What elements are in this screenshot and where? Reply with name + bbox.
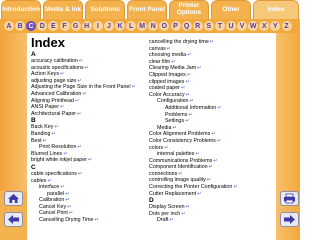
index-entry-label: Advanced Calibration	[31, 90, 82, 97]
index-entry-label: Aligning Printhead	[31, 97, 74, 104]
index-entry-link[interactable]	[31, 124, 149, 131]
link-arrow-icon: ↵	[166, 45, 171, 52]
link-arrow-icon: ↵	[82, 90, 87, 97]
index-entry-link[interactable]	[149, 98, 275, 105]
index-entry-label: Clipped Images	[149, 71, 186, 78]
index-entry-link[interactable]	[31, 65, 149, 72]
index-entry-label: cable specifications	[31, 170, 77, 177]
index-entry-label: cancelling the drying time	[149, 39, 209, 45]
link-arrow-icon: ↵	[213, 157, 218, 164]
index-entry-label: Blurred Lines	[31, 150, 63, 157]
alphabet-letter-k[interactable]: K	[115, 21, 125, 31]
alphabet-letter-z[interactable]: Z	[282, 21, 292, 31]
index-column-right	[149, 39, 275, 224]
alphabet-letter-d[interactable]: D	[37, 21, 47, 31]
link-arrow-icon: ↵	[185, 91, 190, 98]
link-arrow-icon: ↵	[77, 77, 82, 84]
tab-front-panel[interactable]: Front Panel	[127, 0, 167, 19]
link-arrow-icon: ↵	[75, 97, 80, 104]
link-arrow-icon: ↵	[78, 58, 84, 64]
next-arrow-icon	[283, 214, 296, 225]
index-entry-link[interactable]	[149, 184, 275, 191]
link-arrow-icon: ↵	[217, 104, 222, 111]
alphabet-letter-b[interactable]: B	[15, 21, 25, 31]
link-arrow-icon: ↵	[185, 118, 190, 125]
index-entry-link[interactable]	[149, 211, 275, 218]
link-arrow-icon: ↵	[197, 190, 202, 197]
index-entry-link[interactable]	[31, 98, 149, 105]
index-entry-link[interactable]	[149, 118, 275, 125]
link-arrow-icon: ↵	[68, 210, 74, 217]
print-icon	[283, 193, 296, 204]
index-entry-label: Clearing Media Jam	[149, 65, 197, 72]
index-entry-label: bright white inkjet paper	[31, 157, 87, 164]
index-entry-link[interactable]	[31, 144, 149, 151]
index-entry-label: Banding	[31, 130, 51, 137]
link-arrow-icon: ↵	[172, 124, 177, 131]
index-entry-label: interface	[39, 184, 60, 191]
link-arrow-icon: ↵	[59, 104, 65, 111]
home-button[interactable]	[4, 191, 23, 206]
link-arrow-icon: ↵	[47, 177, 52, 184]
index-entry-link[interactable]	[31, 138, 149, 145]
index-entry-link[interactable]	[149, 39, 275, 46]
link-arrow-icon: ↵	[65, 197, 70, 204]
link-arrow-icon: ↵	[77, 110, 82, 117]
link-arrow-icon: ↵	[42, 137, 47, 144]
home-icon	[7, 193, 20, 204]
index-entry-link[interactable]	[149, 191, 275, 198]
index-entry-link[interactable]	[31, 217, 149, 224]
alphabet-letter-a[interactable]: A	[4, 21, 14, 31]
link-arrow-icon: ↵	[84, 64, 89, 71]
index-entry-label: Media	[157, 124, 172, 131]
alphabet-letter-o[interactable]: O	[159, 21, 169, 31]
tab-other[interactable]: Other	[211, 0, 251, 19]
index-entry-link[interactable]	[31, 91, 149, 98]
index-entry-link[interactable]	[149, 158, 275, 165]
index-entry-label: Architectural Paper	[31, 110, 77, 117]
index-entry-link[interactable]	[149, 217, 275, 224]
index-entry-link[interactable]	[149, 138, 275, 145]
index-entry-label: Configuration	[157, 98, 189, 105]
index-entry-label: Color Alignment Problems	[149, 131, 211, 138]
index-entry-link[interactable]	[149, 204, 275, 211]
index-entry-label: Calibration	[39, 197, 65, 204]
link-arrow-icon: ↵	[51, 130, 56, 137]
left-sidebar-gradient	[0, 33, 27, 191]
index-entry-link[interactable]	[31, 197, 149, 204]
index-entry-link[interactable]	[31, 71, 149, 78]
index-entry-label: Cancelling Drying Time	[39, 217, 94, 224]
index-entry-label: Correcting the Printer Configuration	[149, 184, 233, 191]
alphabet-letter-n[interactable]: N	[148, 21, 158, 31]
index-entry-link[interactable]	[149, 171, 275, 178]
link-arrow-icon: ↵	[187, 52, 192, 59]
alphabet-letter-x[interactable]: X	[259, 21, 269, 31]
index-entry-link[interactable]	[149, 151, 275, 158]
index-entry-link[interactable]	[31, 151, 149, 158]
index-entry-link[interactable]	[149, 79, 275, 86]
link-arrow-icon: ↵	[77, 170, 83, 177]
link-arrow-icon: ↵	[67, 203, 72, 210]
index-entry-label: internal palettes	[157, 151, 195, 158]
tab-media-ink[interactable]: Media & Ink	[43, 0, 83, 19]
index-entry-link[interactable]	[31, 171, 149, 178]
link-arrow-icon: ↵	[54, 124, 59, 131]
index-entry-label: coated paper	[149, 85, 180, 92]
index-entry-label: Settings	[165, 118, 185, 125]
link-arrow-icon: ↵	[209, 39, 214, 45]
index-entry-label: Component Identification	[149, 164, 208, 171]
link-arrow-icon: ↵	[65, 190, 70, 197]
index-entry-link[interactable]	[31, 191, 149, 198]
alphabet-letter-y[interactable]: Y	[270, 21, 280, 31]
index-entry-link[interactable]	[149, 85, 275, 92]
alphabet-letter-h[interactable]: H	[82, 21, 92, 31]
alphabet-letter-m[interactable]: M	[137, 21, 147, 31]
index-entry-label: connections	[149, 170, 178, 177]
index-entry-link[interactable]	[31, 111, 149, 118]
index-entry-label: accuracy calibration	[31, 58, 78, 64]
index-column-left	[31, 51, 149, 224]
index-entry-label: clear film	[149, 58, 171, 65]
index-section-letter: C	[31, 163, 36, 171]
alphabet-letter-j[interactable]: J	[104, 21, 114, 31]
alphabet-letter-r[interactable]: R	[193, 21, 203, 31]
index-entry-label: Communications Problems	[149, 157, 213, 164]
index-entry-label: Draft	[157, 217, 169, 224]
index-entry-link[interactable]	[149, 46, 275, 53]
index-entry-label: Adjusting the Page Size in the Front Panel	[31, 84, 131, 91]
link-arrow-icon: ↵	[233, 184, 238, 191]
index-entry-label: parallel	[47, 190, 65, 197]
alphabet-letter-f[interactable]: F	[60, 21, 70, 31]
alphabet-letter-t[interactable]: T	[215, 21, 225, 31]
index-entry-link[interactable]	[149, 92, 275, 99]
index-entry-label: Cancel Key	[39, 203, 67, 210]
index-entry-link[interactable]	[31, 178, 149, 185]
index-entry-label: colors	[149, 144, 164, 151]
alphabet-bar	[0, 19, 300, 33]
tab-index[interactable]: Index	[253, 0, 299, 19]
index-entry-link[interactable]	[149, 65, 275, 72]
index-entry-label: Back Key	[31, 124, 54, 131]
alphabet-letter-e[interactable]: E	[48, 21, 58, 31]
tab-printer-options[interactable]: Printer Options	[169, 0, 209, 19]
index-entry-label: clipped images	[149, 78, 185, 85]
link-arrow-icon: ↵	[211, 131, 216, 138]
link-arrow-icon: ↵	[197, 65, 202, 72]
index-section-letter: D	[149, 197, 154, 205]
tab-solutions[interactable]: Solutions	[85, 0, 125, 19]
back-arrow-icon	[7, 214, 20, 225]
index-entry-link[interactable]	[149, 72, 275, 79]
index-section-letter: B	[31, 117, 36, 125]
tab-introduction[interactable]: Introduction	[1, 0, 41, 19]
link-arrow-icon: ↵	[94, 217, 99, 224]
link-arrow-icon: ↵	[181, 210, 186, 217]
link-arrow-icon: ↵	[185, 204, 190, 211]
index-entry-link[interactable]	[149, 105, 275, 112]
link-arrow-icon: ↵	[164, 144, 169, 151]
right-sidebar	[276, 33, 300, 240]
tab-bar	[0, 0, 300, 19]
link-arrow-icon: ↵	[178, 170, 183, 177]
link-arrow-icon: ↵	[216, 137, 222, 144]
index-entry-label: Cancel Print	[39, 210, 68, 217]
index-entry-link[interactable]	[149, 52, 275, 59]
index-entry-link[interactable]	[31, 58, 149, 65]
link-arrow-icon: ↵	[189, 98, 194, 105]
index-entry-link[interactable]	[149, 112, 275, 119]
link-arrow-icon: ↵	[188, 111, 193, 118]
index-entry-label: Additional Information	[165, 104, 217, 111]
index-entry-link[interactable]	[31, 210, 149, 217]
index-entry-label: adjusting page size	[31, 77, 77, 84]
alphabet-letter-w[interactable]: W	[249, 22, 257, 30]
alphabet-letter-g[interactable]: G	[71, 21, 81, 31]
index-entry-label: Display Screen	[149, 204, 185, 211]
link-arrow-icon: ↵	[169, 217, 174, 224]
index-entry-label: Cutter Replacement	[149, 190, 197, 197]
index-entry-link[interactable]	[31, 78, 149, 85]
alphabet-letter-c[interactable]: C	[26, 21, 36, 31]
index-entry-label: ANSI Paper	[31, 104, 59, 111]
link-arrow-icon: ↵	[77, 144, 82, 151]
index-entry-label: Problems	[165, 111, 188, 118]
index-entry-link[interactable]	[149, 164, 275, 171]
alphabet-letter-l[interactable]: L	[126, 21, 136, 31]
index-entry-label: cables	[31, 177, 47, 184]
index-entry-link[interactable]	[31, 157, 149, 164]
index-entry-link[interactable]	[149, 177, 275, 184]
alphabet-letter-q[interactable]: Q	[182, 21, 192, 31]
link-arrow-icon: ↵	[171, 58, 176, 65]
link-arrow-icon: ↵	[59, 71, 65, 78]
index-entry-link[interactable]	[149, 145, 275, 152]
next-button[interactable]	[280, 212, 299, 227]
index-entry-label: Print Resolution	[39, 144, 77, 151]
index-entry-label: controlling image quality	[149, 177, 206, 184]
index-section-letter: A	[31, 51, 36, 58]
link-arrow-icon: ↵	[208, 164, 213, 171]
print-button[interactable]	[280, 191, 299, 206]
alphabet-letter-u[interactable]: U	[226, 21, 236, 31]
index-entry-link[interactable]	[31, 104, 149, 111]
link-arrow-icon: ↵	[186, 71, 192, 78]
index-entry-link[interactable]	[31, 131, 149, 138]
index-entry-link[interactable]	[149, 59, 275, 66]
link-arrow-icon: ↵	[87, 157, 93, 164]
link-arrow-icon: ↵	[185, 78, 190, 85]
link-arrow-icon: ↵	[180, 85, 186, 92]
link-arrow-icon: ↵	[195, 151, 200, 158]
link-arrow-icon: ↵	[60, 184, 65, 191]
link-arrow-icon: ↵	[63, 150, 68, 157]
index-entry-label: choosing media	[149, 52, 187, 59]
link-arrow-icon: ↵	[131, 84, 136, 91]
alphabet-letter-p[interactable]: P	[171, 21, 181, 31]
link-arrow-icon: ↵	[206, 177, 212, 184]
alphabet-letter-v[interactable]: V	[237, 21, 247, 31]
index-entry-label: Color Consistency Problems	[149, 137, 216, 144]
alphabet-letter-s[interactable]: S	[204, 21, 214, 31]
index-entry-label: Dots per inch	[149, 210, 181, 217]
index-entry-label: canvas	[149, 45, 166, 52]
index-entry-link[interactable]	[31, 184, 149, 191]
index-entry-link[interactable]	[149, 125, 275, 132]
back-button[interactable]	[4, 212, 23, 227]
alphabet-letter-i[interactable]: I	[93, 21, 103, 31]
index-entry-label: acoustic specifications	[31, 64, 84, 71]
index-entry-link[interactable]	[31, 204, 149, 211]
index-entry-link[interactable]	[31, 84, 149, 91]
index-content	[27, 33, 276, 240]
index-entry-label: Action Keys	[31, 71, 59, 78]
index-entry-label: Best	[31, 137, 42, 144]
index-entry-label: Color Accuracy	[149, 91, 185, 98]
page-title: Index	[31, 35, 65, 50]
index-entry-link[interactable]	[149, 131, 275, 138]
